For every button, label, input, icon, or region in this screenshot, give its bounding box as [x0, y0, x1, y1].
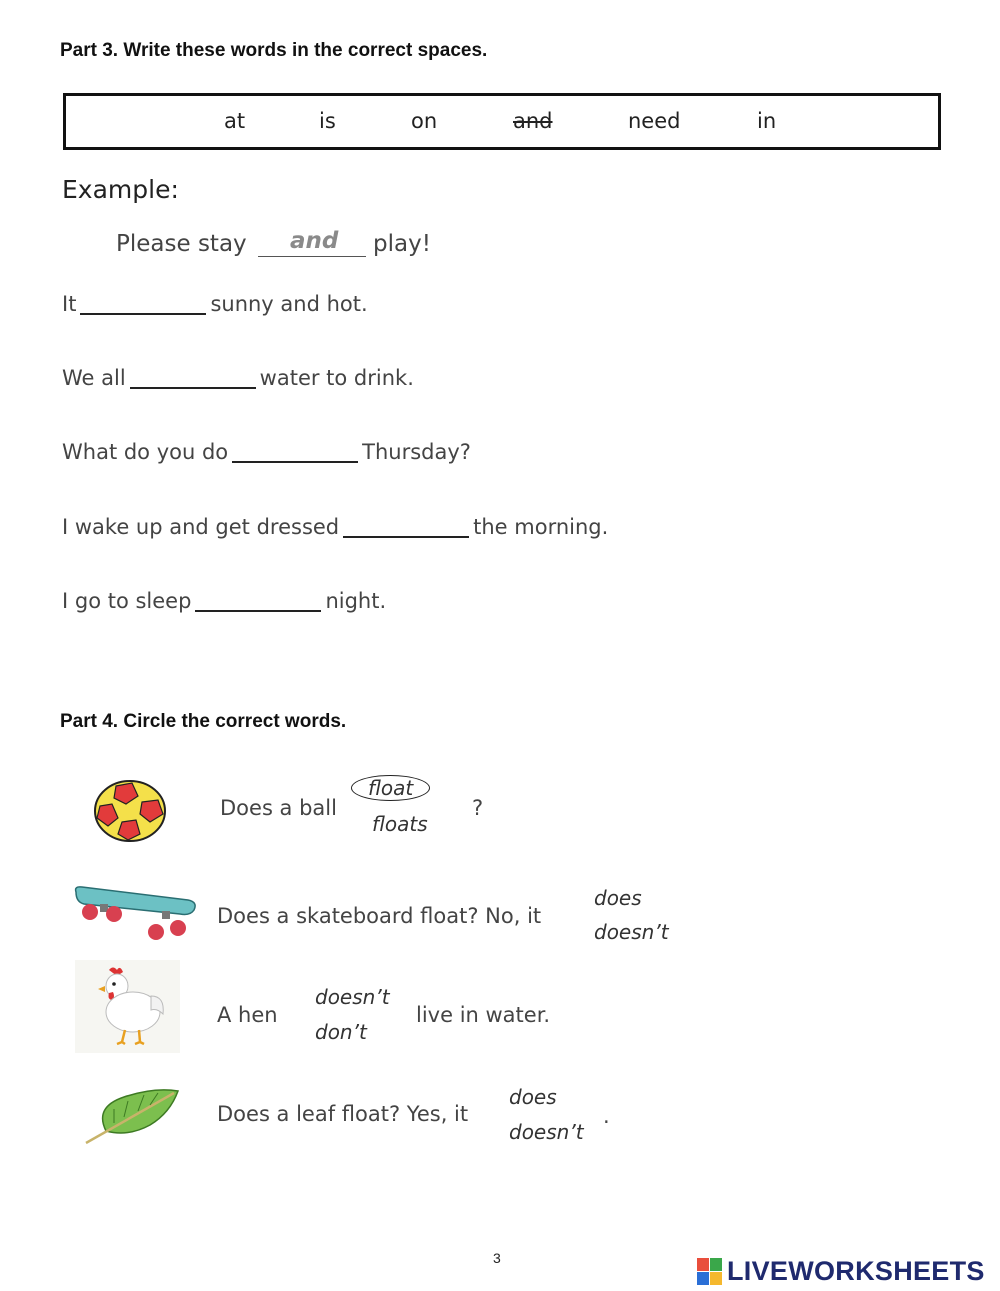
item-4-option-does[interactable]: does	[509, 1085, 557, 1109]
item-2-option-does[interactable]: does	[594, 886, 642, 910]
word-bank-at: at	[224, 109, 246, 133]
sentence-1: It sunny and hot.	[62, 292, 368, 316]
part4-heading: Part 4. Circle the correct words.	[60, 711, 347, 732]
answer-blank-3[interactable]	[232, 460, 358, 463]
item-3-option-dont[interactable]: don’t	[315, 1020, 367, 1044]
item-1-option-floats[interactable]: floats	[372, 812, 428, 836]
example-answer: and	[290, 228, 339, 254]
sentence-4: I wake up and get dressed the morning.	[62, 515, 609, 539]
liveworksheets-logo	[697, 1256, 985, 1287]
item-3-after: live in water.	[416, 1003, 551, 1027]
sentence-5: I go to sleep night.	[62, 589, 387, 613]
item-4-option-doesnt[interactable]: doesn’t	[509, 1120, 584, 1144]
example-label: Example:	[62, 175, 179, 204]
item-3-option-doesnt[interactable]: doesn’t	[315, 985, 390, 1009]
logo-icon	[697, 1258, 723, 1286]
hen-image	[95, 966, 167, 1046]
item-4-after: .	[603, 1104, 610, 1128]
example-sentence-after: play!	[373, 231, 431, 257]
part3-heading: Part 3. Write these words in the correct spaces.	[60, 40, 488, 61]
word-bank-in: in	[757, 109, 777, 133]
answer-blank-4[interactable]	[343, 535, 469, 538]
word-bank-box	[63, 93, 941, 150]
item-4-before: Does a leaf float? Yes, it	[217, 1102, 469, 1126]
example-sentence-before: Please stay	[116, 231, 247, 257]
answer-blank-5[interactable]	[195, 609, 321, 612]
logo-text: LIVEWORKSHEETS	[727, 1256, 985, 1286]
leaf-image	[84, 1087, 182, 1145]
answer-blank-2[interactable]	[130, 386, 256, 389]
word-bank-and-struck: and	[513, 109, 553, 133]
word-bank-on: on	[411, 109, 438, 133]
item-1-after: ?	[472, 796, 484, 820]
word-bank-is: is	[319, 109, 336, 133]
item-2-before: Does a skateboard float? No, it	[217, 904, 542, 928]
item-2-option-doesnt[interactable]: doesn’t	[594, 920, 669, 944]
page-number: 3	[493, 1250, 501, 1266]
answer-blank-1[interactable]	[80, 312, 206, 315]
example-blank	[258, 256, 366, 257]
word-bank-need: need	[628, 109, 681, 133]
item-3-before: A hen	[217, 1003, 278, 1027]
item-1-before: Does a ball	[220, 796, 337, 820]
skateboard-image	[70, 884, 200, 946]
ball-image	[92, 778, 168, 844]
sentence-3: What do you do Thursday?	[62, 440, 471, 464]
item-1-option-float-circled[interactable]: float	[351, 775, 430, 801]
sentence-2: We all water to drink.	[62, 366, 414, 390]
